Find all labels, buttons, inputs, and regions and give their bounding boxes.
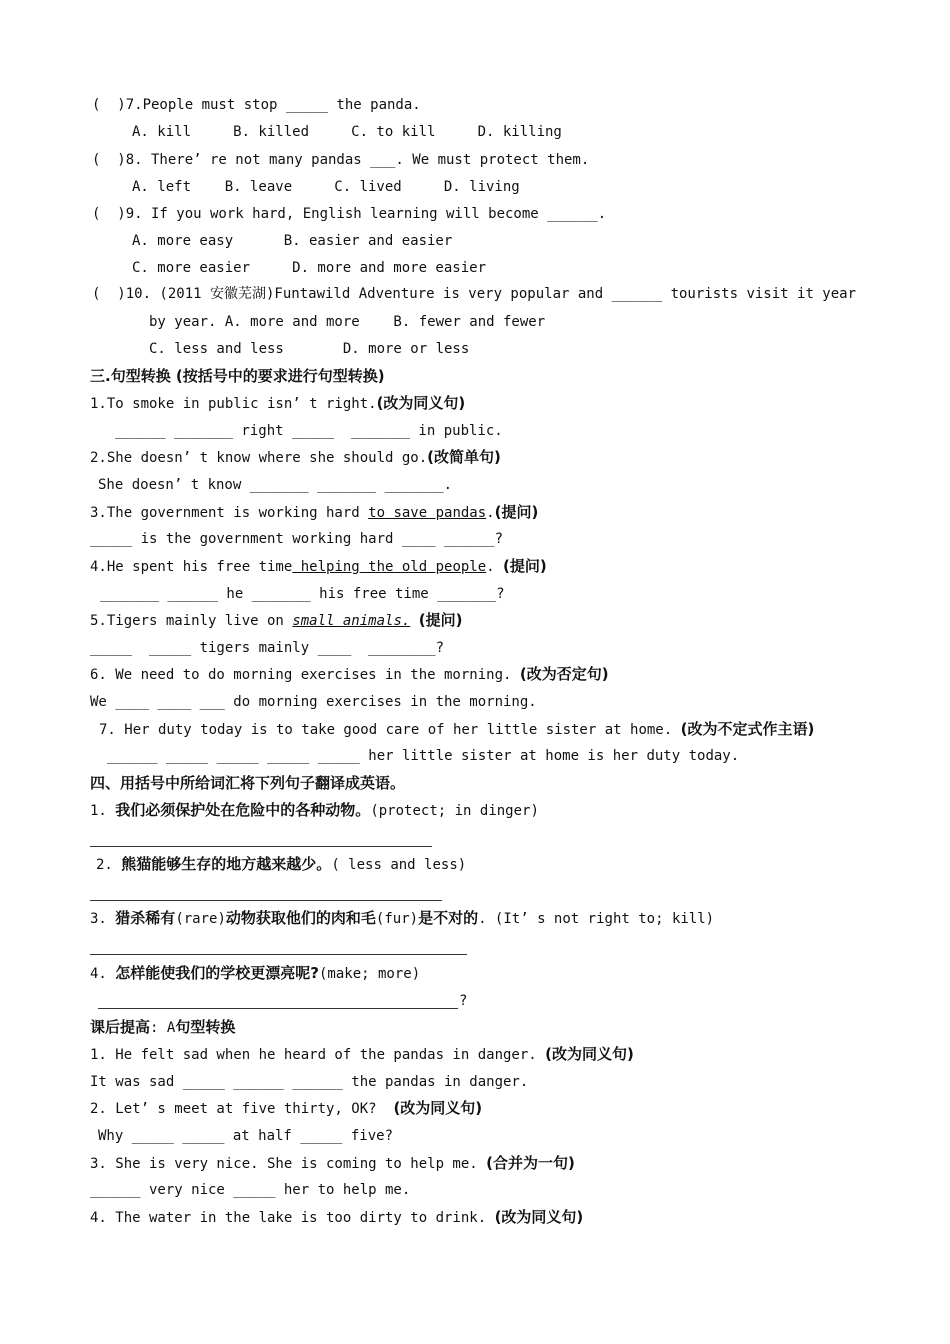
- s6-requirement: (改为否定句): [519, 665, 609, 683]
- a2-question: [90, 1099, 482, 1118]
- t3-chinese-1: 猎杀稀有: [115, 909, 176, 927]
- s1-requirement: (改为同义句): [376, 394, 466, 412]
- s5-requirement: (提问): [418, 611, 463, 629]
- s4-answer: _______ ______ he _______ his free time _______?: [100, 586, 505, 602]
- s4-text: 4.He spent his free time: [90, 559, 293, 575]
- s1-answer: ______ _______ right _____ _______ in public.: [115, 423, 503, 439]
- s3-underlined: to save pandas: [368, 505, 487, 521]
- s3-post: .: [486, 505, 495, 521]
- q9-stem: ( )9. If you work hard, English learning will become ______.: [92, 206, 607, 222]
- q7-stem: ( )7.People must stop _____ the panda.: [92, 97, 421, 113]
- q9-options-1: A. more easy B. easier and easier: [132, 233, 453, 249]
- q9-options-2: C. more easier D. more and more easier: [132, 260, 487, 276]
- after-heading-cn: 课后提高: [90, 1018, 151, 1036]
- t3-hint: . (It’ s not right to; kill): [478, 911, 715, 927]
- s6-question: [90, 665, 609, 684]
- t1-chinese: 我们必须保护处在危险中的各种动物。: [115, 801, 371, 819]
- t2-hint: ( less and less): [331, 857, 467, 873]
- s6-answer: We ____ ____ ___ do morning exercises in the morning.: [90, 694, 537, 710]
- q8-options: A. left B. leave C. lived D. living: [132, 179, 520, 195]
- t3-english-1: (rare): [175, 911, 226, 927]
- a2-text: 2. Let’ s meet at five thirty, OK?: [90, 1101, 394, 1117]
- q10-line-3: C. less and less D. more or less: [149, 341, 470, 357]
- s7-requirement: (改为不定式作主语): [680, 720, 815, 738]
- a3-answer: ______ very nice _____ her to help me.: [90, 1182, 411, 1198]
- a4-question: [90, 1208, 583, 1227]
- s5-answer: _____ _____ tigers mainly ____ ________?: [90, 640, 445, 656]
- s5-text: 5.Tigers mainly live on: [90, 613, 293, 629]
- t4-prompt: [90, 964, 420, 983]
- t3-chinese-2: 动物获取他们的肉和毛: [225, 909, 376, 927]
- t4-answer-line[interactable]: [98, 1008, 458, 1009]
- after-heading-cn2: 句型转换: [175, 1018, 236, 1036]
- s5-question: [90, 611, 462, 630]
- s5-underlined: small animals.: [292, 613, 411, 629]
- s7-text: 7. Her duty today is to take good care of her little sister at home.: [99, 722, 681, 738]
- a3-text: 3. She is very nice. She is coming to help me.: [90, 1156, 487, 1172]
- t2-prompt: [96, 855, 466, 874]
- s4-question: [90, 557, 547, 576]
- s7-answer: ______ _____ _____ _____ _____ her little sister at home is her duty today.: [107, 748, 740, 764]
- s2-requirement: (改简单句): [427, 448, 501, 466]
- a1-requirement: (改为同义句): [545, 1045, 634, 1063]
- s6-text: 6. We need to do morning exercises in the morning.: [90, 667, 520, 683]
- a1-text: 1. He felt sad when he heard of the pandas in danger.: [90, 1047, 546, 1063]
- s3-text: 3.The government is working hard: [90, 505, 369, 521]
- s1-question: [90, 394, 465, 413]
- s3-question: [90, 503, 538, 522]
- s1-text: 1.To smoke in public isn’ t right.: [90, 396, 377, 412]
- a2-answer: Why _____ _____ at half _____ five?: [98, 1128, 394, 1144]
- after-heading-mid: : A: [150, 1020, 176, 1036]
- q10-stem: ( )10. (2011 安徽芜湖)Funtawild Adventure is very popular and ______ tourists visit it year: [92, 286, 857, 302]
- q8-stem: ( )8. There’ re not many pandas ___. We must protect them.: [92, 152, 590, 168]
- s7-question: [99, 720, 814, 739]
- q7-options: A. kill B. killed C. to kill D. killing: [132, 124, 562, 140]
- s5-post: [410, 613, 418, 629]
- a3-requirement: (合并为一句): [486, 1154, 575, 1172]
- t4-hint: (make; more): [319, 966, 421, 982]
- q10-line-2: by year. A. more and more B. fewer and fewer: [149, 314, 546, 330]
- t3-number: 3.: [90, 911, 116, 927]
- t2-number: 2.: [96, 857, 122, 873]
- t3-english-2: (fur): [375, 911, 419, 927]
- t4-number: 4.: [90, 966, 116, 982]
- a2-requirement: (改为同义句): [393, 1099, 483, 1117]
- s3-requirement: (提问): [494, 503, 539, 521]
- t1-answer-line[interactable]: [90, 846, 432, 847]
- a4-requirement: (改为同义句): [494, 1208, 584, 1226]
- s4-underlined: helping the old people: [292, 559, 487, 575]
- a1-question: [90, 1045, 634, 1064]
- t3-answer-line[interactable]: [90, 954, 467, 955]
- after-heading: [90, 1018, 235, 1037]
- a4-text: 4. The water in the lake is too dirty to drink.: [90, 1210, 495, 1226]
- t2-chinese: 熊猫能够生存的地方越来越少。: [121, 855, 332, 873]
- t3-chinese-3: 是不对的: [418, 909, 479, 927]
- s2-question: [90, 448, 501, 467]
- t4-chinese: 怎样能使我们的学校更漂亮呢?: [115, 964, 319, 982]
- s2-text: 2.She doesn’ t know where she should go.: [90, 450, 428, 466]
- s3-answer: _____ is the government working hard ____ ______?: [90, 531, 504, 547]
- t2-answer-line[interactable]: [90, 900, 442, 901]
- s4-requirement: (提问): [503, 557, 547, 575]
- t1-hint: (protect; in dinger): [370, 803, 539, 819]
- section4-heading: 四、用括号中所给词汇将下列句子翻译成英语。: [90, 774, 406, 792]
- s4-post: .: [486, 559, 504, 575]
- a3-question: [90, 1154, 575, 1173]
- t1-prompt: [90, 801, 539, 820]
- t1-number: 1.: [90, 803, 116, 819]
- a1-answer: It was sad _____ ______ ______ the pandas in danger.: [90, 1074, 529, 1090]
- s2-answer: She doesn’ t know _______ _______ _______.: [98, 477, 453, 493]
- t4-question-mark: ?: [459, 993, 468, 1009]
- t3-prompt: [90, 909, 714, 928]
- section3-heading: 三.句型转换 (按括号中的要求进行句型转换): [90, 367, 385, 385]
